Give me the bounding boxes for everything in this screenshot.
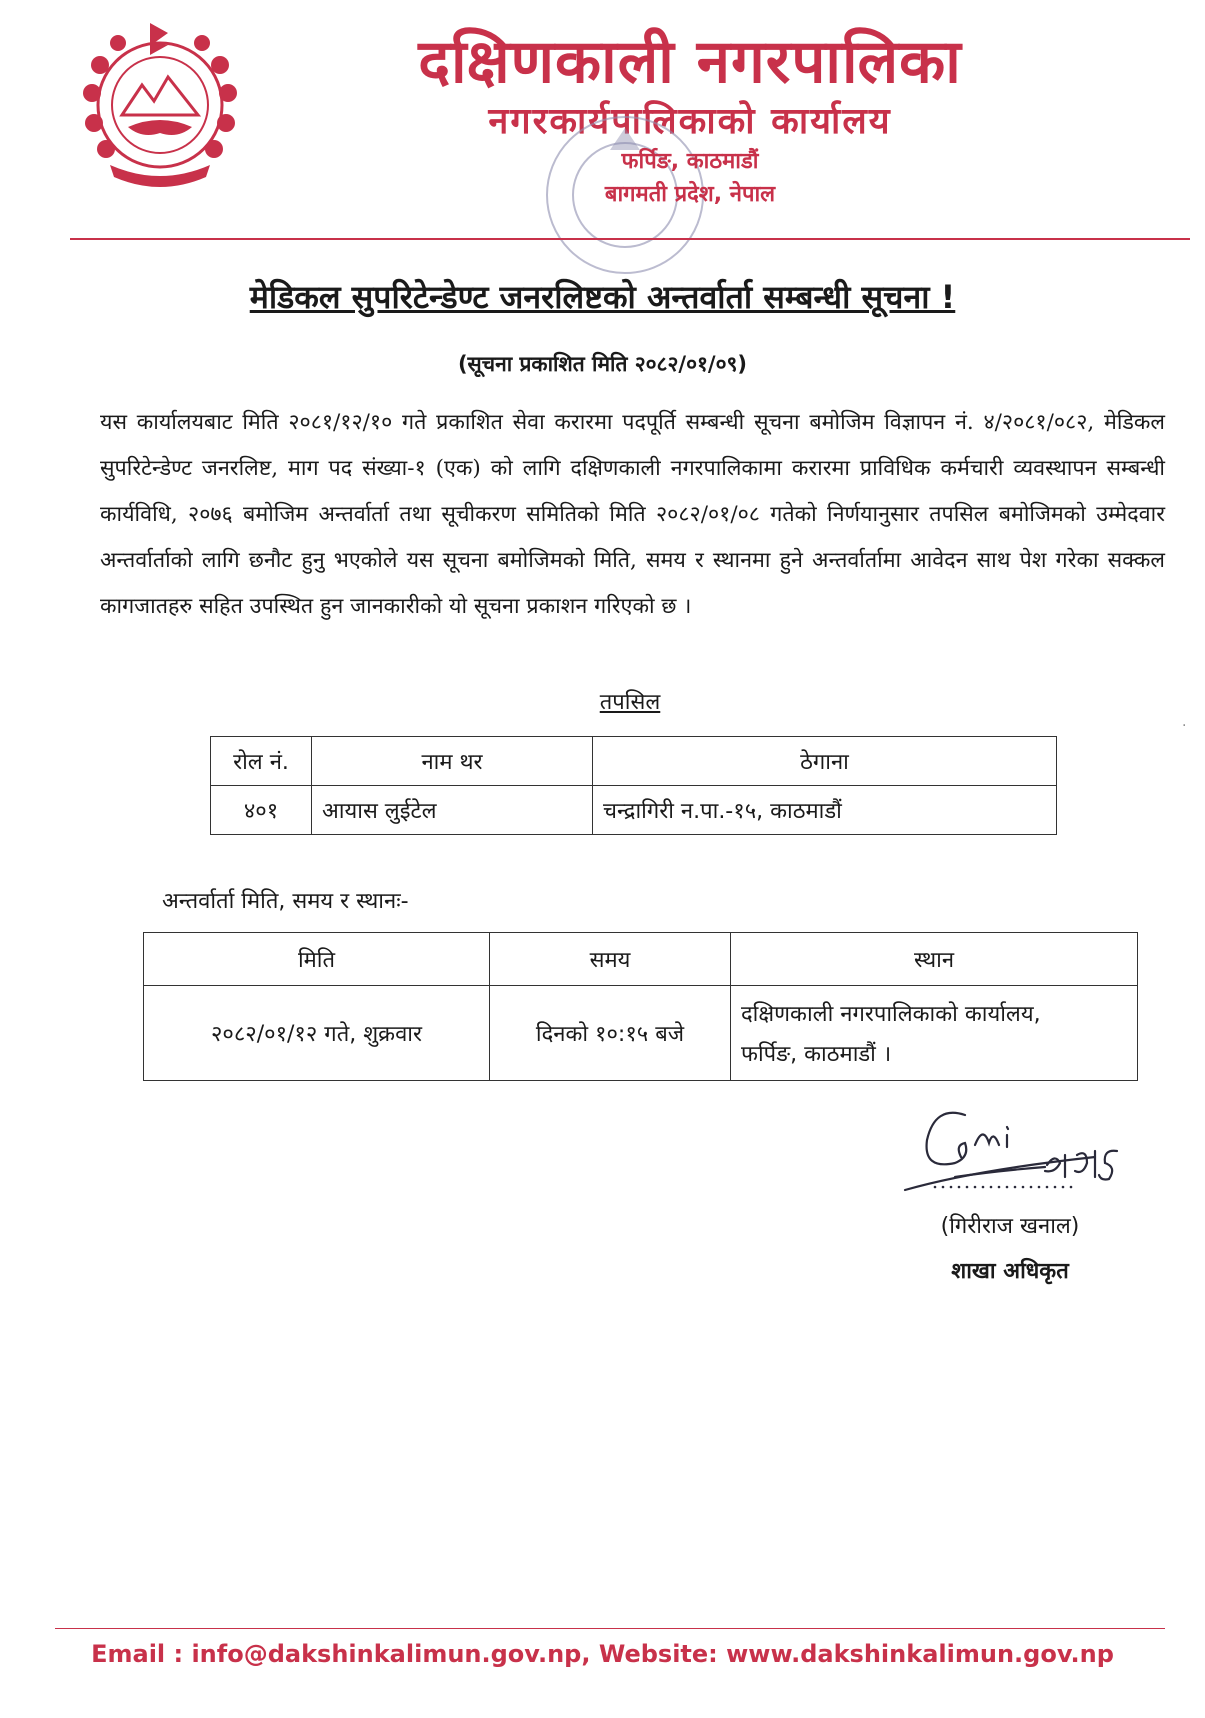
roll-number: ४०१ xyxy=(211,786,312,835)
published-date: (सूचना प्रकाशित मिति २०८२/०१/०९) xyxy=(457,352,748,376)
table-header-row xyxy=(144,933,1138,986)
place-line-2: फर्पिङ, काठमाडौं । xyxy=(741,1042,892,1067)
notice-title: मेडिकल सुपरिटेन्डेण्ट जनरलिष्टको अन्तर्वार्ता सम्बन्धी सूचना ! xyxy=(249,278,956,316)
interview-date: २०८२/०१/१२ गते, शुक्रवार xyxy=(144,986,490,1081)
table-row xyxy=(144,986,1138,1081)
column-header-place: स्थान xyxy=(731,933,1138,986)
column-header-date: मिति xyxy=(144,933,490,986)
signature-icon xyxy=(895,1085,1125,1205)
footer-divider xyxy=(55,1628,1165,1629)
office-name: नगरकार्यपालिकाको कार्यालय xyxy=(488,101,892,142)
notice-body: यस कार्यालयबाट मिति २०८१/१२/१० गते प्रकाशित सेवा करारमा पदपूर्ति सम्बन्धी सूचना बमोजिम विज्ञापन नं. ४/२०८१/०८२, मेडिकल सुपरिटेन्डेण्ट जनरलिष्ट, माग पद संख्या-१ (एक) को लागि दक्षिणकाली नगरपालिकामा करारमा प्राविधिक कर्मचारी व्यवस्थापन सम्बन्धी कार्यविधि, २०७६ बमोजिम अन्तर्वार्ता तथा सूचीकरण समितिको मिति २०८२/०१/०८ गतेको निर्णयानुसार तपसिल बमोजिमको उम्मेदवार अन्तर्वार्ताको लागि छनौट हुनु भएकोले यस सूचना बमोजिमको मिति, समय र स्थानमा हुने अन्तर्वार्तामा आवेदन साथ पेश गरेका सक्कल कागजातहरु सहित उपस्थित हुन जानकारीको यो सूचना प्रकाशन गरिएको छ । xyxy=(100,410,1165,619)
interview-time: दिनको १०:१५ बजे xyxy=(490,986,731,1081)
scan-mark: · xyxy=(1182,718,1187,734)
candidate-address: चन्द्रागिरी न.पा.-१५, काठमाडौं xyxy=(593,786,1057,835)
header-divider xyxy=(70,238,1190,240)
location-line-2: बागमती प्रदेश, नेपाल xyxy=(604,182,776,207)
column-header-address: ठेगाना xyxy=(593,737,1057,786)
table-row xyxy=(211,786,1057,835)
column-header-name: नाम थर xyxy=(312,737,593,786)
org-title: दक्षिणकाली नगरपालिका xyxy=(418,27,962,97)
candidate-name: आयास लुईटेल xyxy=(312,786,593,835)
tapsil-heading: तपसिल xyxy=(599,690,661,715)
interview-place xyxy=(731,986,1138,1081)
candidate-table xyxy=(210,736,1057,835)
nepal-emblem-icon xyxy=(70,15,250,195)
interview-table xyxy=(143,932,1138,1081)
column-header-time: समय xyxy=(490,933,731,986)
signer-post: शाखा अधिकृत xyxy=(951,1259,1069,1284)
column-header-roll: रोल नं. xyxy=(211,737,312,786)
interview-label: अन्तर्वार्ता मिति, समय र स्थानः- xyxy=(162,889,409,914)
footer-contact: Email : info@dakshinkalimun.gov.np, Website: www.dakshinkalimun.gov.np xyxy=(91,1640,1114,1668)
signer-name: (गिरीराज खनाल) xyxy=(940,1214,1080,1239)
location-line-1: फर्पिङ, काठमाडौं xyxy=(621,149,759,174)
table-header-row xyxy=(211,737,1057,786)
place-line-1: दक्षिणकाली नगरपालिकाको कार्यालय, xyxy=(741,1002,1041,1027)
